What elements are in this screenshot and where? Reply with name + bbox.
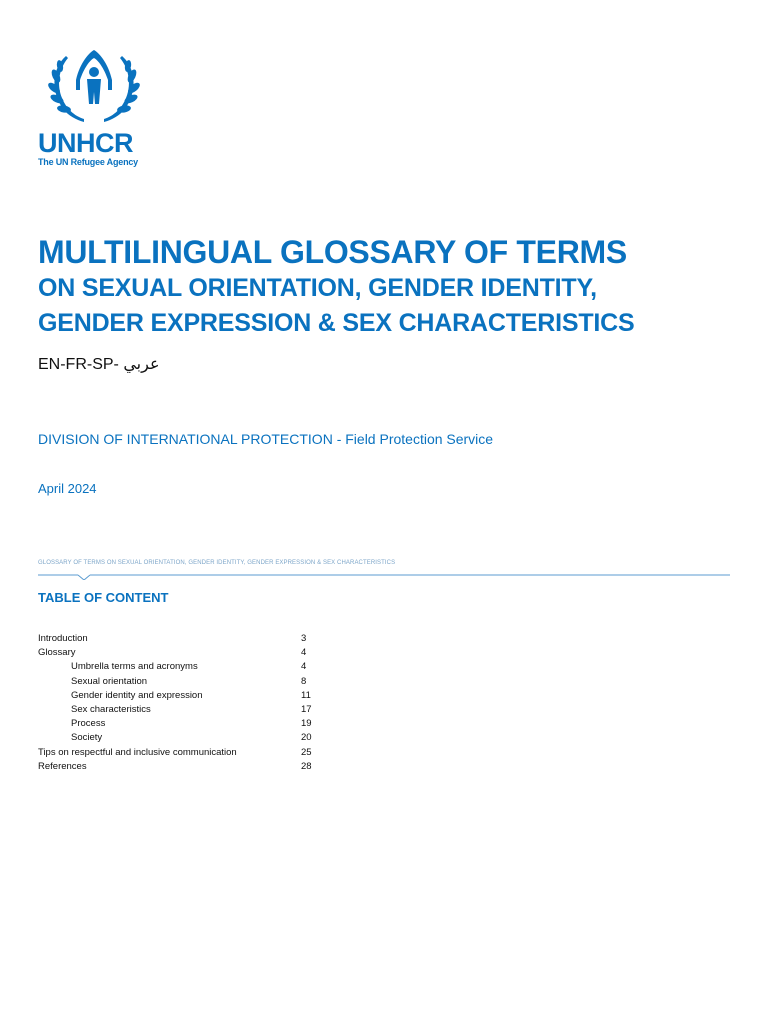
toc-item-label: Glossary <box>38 647 76 659</box>
toc-item-label: Introduction <box>38 633 88 644</box>
toc-item-label: Society <box>71 732 103 744</box>
toc-subitem[interactable] <box>38 675 328 689</box>
toc-item-page: 3 <box>301 633 307 644</box>
table-of-contents <box>38 632 328 774</box>
toc-item-label: Gender identity and expression <box>71 689 203 701</box>
toc-item-label: Process <box>71 718 106 730</box>
toc-item-page: 25 <box>301 746 312 758</box>
toc-subitem[interactable] <box>38 660 328 674</box>
toc-item-page: 4 <box>301 661 307 673</box>
toc-subitem[interactable] <box>38 731 328 745</box>
subtitle-line-2: GENDER EXPRESSION & SEX CHARACTERISTICS <box>38 309 635 337</box>
toc-item[interactable] <box>38 646 328 660</box>
logo-wordmark: UNHCR <box>38 128 133 158</box>
document-subtitle <box>38 271 634 341</box>
toc-item-page: 28 <box>301 760 312 772</box>
toc-item-label: Sex characteristics <box>71 703 151 715</box>
toc-item-page: 19 <box>301 718 312 730</box>
logo-tagline: The UN Refugee Agency <box>38 157 138 167</box>
document-title: MULTILINGUAL GLOSSARY OF TERMS <box>38 234 627 270</box>
unhcr-logo <box>38 46 148 168</box>
toc-item[interactable] <box>38 746 328 760</box>
unhcr-emblem-icon <box>46 46 142 126</box>
toc-item-page: 11 <box>301 689 311 701</box>
toc-item-label: Umbrella terms and acronyms <box>71 661 198 673</box>
toc-item-page: 8 <box>301 675 307 687</box>
toc-subitem[interactable] <box>38 717 328 731</box>
toc-subitem[interactable] <box>38 703 328 717</box>
toc-item-page: 17 <box>301 703 312 715</box>
header-rule <box>38 570 730 580</box>
publication-date: April 2024 <box>38 481 97 496</box>
toc-item[interactable] <box>38 760 328 774</box>
toc-item-label: References <box>38 760 87 772</box>
toc-heading: TABLE OF CONTENT <box>38 590 169 605</box>
language-list: EN-FR-SP- عربي <box>38 356 160 373</box>
subtitle-line-1: ON SEXUAL ORIENTATION, GENDER IDENTITY, <box>38 274 597 302</box>
toc-item-label: Sexual orientation <box>71 675 148 687</box>
toc-subitem[interactable] <box>38 689 328 703</box>
toc-item-page: 4 <box>301 647 307 659</box>
toc-item-page: 20 <box>301 732 312 744</box>
toc-item-label: Tips on respectful and inclusive communication <box>38 746 237 758</box>
toc-item[interactable] <box>38 632 328 646</box>
division-line: DIVISION OF INTERNATIONAL PROTECTION - Field Protection Service <box>38 431 494 447</box>
running-header: GLOSSARY OF TERMS ON SEXUAL ORIENTATION, GENDER IDENTITY, GENDER EXPRESSION & SEX CHARACTERISTICS <box>38 560 396 566</box>
